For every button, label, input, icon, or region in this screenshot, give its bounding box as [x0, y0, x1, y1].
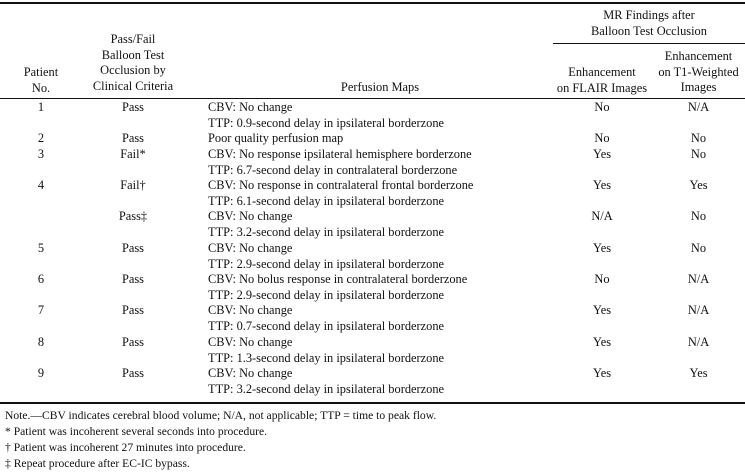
header-patient-line: No. — [31, 80, 51, 95]
cell-t1: N/A — [687, 303, 710, 317]
cell-perfusion-line: CBV: No change — [208, 335, 293, 349]
cell-balloon-result: Pass — [121, 241, 145, 255]
header-balloon-line: Balloon Test — [101, 47, 165, 62]
cell-perfusion-line: TTP: 0.7-second delay in ipsilateral borderzone — [208, 318, 445, 333]
cell-t1: No — [690, 131, 707, 145]
header-t1-line: Images — [680, 80, 717, 94]
cell-perfusion-line: TTP: 2.9-second delay in ipsilateral borderzone — [208, 287, 445, 302]
cell-perfusion-line: TTP: 6.7-second delay in contralateral borderzone — [208, 162, 458, 177]
cell-perfusion-line: TTP: 1.3-second delay in ipsilateral borderzone — [208, 350, 445, 365]
cell-flair: Yes — [592, 303, 612, 317]
cell-flair: N/A — [591, 209, 613, 223]
cell-balloon-result: Pass — [121, 272, 145, 286]
header-balloon-line: Pass/Fail — [110, 32, 156, 46]
cell-perfusion-line: CBV: No change — [208, 303, 293, 317]
cell-balloon-result: Pass — [121, 303, 145, 317]
cell-t1: N/A — [687, 100, 710, 114]
cell-t1: No — [690, 147, 707, 161]
cell-t1: No — [690, 209, 707, 223]
cell-flair: Yes — [592, 241, 612, 255]
cell-perfusion-line: CBV: No response ipsilateral hemisphere borderzone — [208, 147, 472, 161]
cell-patient: 6 — [37, 272, 45, 286]
cell-perfusion-line: TTP: 6.1-second delay in ipsilateral borderzone — [208, 193, 445, 208]
cell-balloon-result: Pass‡ — [118, 209, 148, 223]
cell-balloon-result: Pass — [121, 366, 145, 380]
cell-patient: 2 — [37, 131, 45, 145]
footnote-double-dagger: ‡ Repeat procedure after EC-IC bypass. — [5, 457, 190, 470]
cell-perfusion-line: CBV: No change — [208, 100, 293, 114]
cell-t1: N/A — [687, 335, 710, 349]
cell-patient: 4 — [37, 178, 45, 192]
cell-perfusion-line: CBV: No change — [208, 209, 293, 223]
cell-t1: No — [690, 241, 707, 255]
header-perfusion-maps: Perfusion Maps — [340, 80, 420, 94]
cell-t1: N/A — [687, 272, 710, 286]
cell-patient: 9 — [37, 366, 45, 380]
cell-flair: Yes — [592, 178, 612, 192]
cell-t1: Yes — [689, 366, 708, 380]
cell-flair: No — [594, 100, 610, 114]
cell-perfusion-line: CBV: No change — [208, 241, 293, 255]
cell-patient: 5 — [37, 241, 45, 255]
header-balloon-line: Occlusion by — [100, 63, 166, 77]
footnote-dagger: † Patient was incoherent 27 minutes into procedure. — [5, 441, 246, 454]
footnote-note: Note.—CBV indicates cerebral blood volume; N/A, not applicable; TTP = time to peak flow. — [5, 409, 437, 422]
cell-flair: Yes — [592, 366, 612, 380]
cell-perfusion-line: CBV: No change — [208, 366, 293, 380]
header-balloon-line: Clinical Criteria — [92, 78, 174, 93]
cell-patient: 3 — [37, 147, 45, 161]
header-flair-line: on FLAIR Images — [556, 80, 648, 95]
cell-flair: Yes — [592, 335, 612, 349]
cell-balloon-result: Pass — [121, 131, 145, 145]
cell-patient: 7 — [37, 303, 45, 317]
cell-perfusion-line: Poor quality perfusion map — [208, 131, 344, 145]
cell-balloon-result: Fail* — [120, 147, 146, 161]
cell-perfusion-line: TTP: 3.2-second delay in ipsilateral borderzone — [208, 381, 445, 396]
header-mr-line: Balloon Test Occlusion — [591, 23, 707, 38]
cell-perfusion-line: CBV: No response in contralateral frontal borderzone — [208, 178, 474, 192]
header-mr-line: MR Findings after — [603, 8, 695, 22]
cell-flair: No — [594, 131, 610, 145]
cell-perfusion-line: TTP: 2.9-second delay in ipsilateral borderzone — [208, 256, 445, 271]
cell-perfusion-line: CBV: No bolus response in contralateral borderzone — [208, 272, 468, 286]
cell-patient: 8 — [37, 335, 45, 349]
cell-balloon-result: Pass — [121, 335, 145, 349]
cell-flair: Yes — [592, 147, 612, 161]
cell-patient: 1 — [37, 100, 45, 114]
cell-perfusion-line: TTP: 3.2-second delay in ipsilateral borderzone — [208, 224, 445, 239]
header-t1-line: Enhancement — [664, 49, 733, 63]
cell-balloon-result: Pass — [121, 100, 145, 114]
cell-balloon-result: Fail† — [120, 178, 146, 192]
header-t1-line: on T1-Weighted — [658, 64, 739, 79]
cell-flair: No — [594, 272, 610, 286]
cell-perfusion-line: TTP: 0.9-second delay in ipsilateral borderzone — [208, 115, 445, 130]
cell-t1: Yes — [689, 178, 708, 192]
header-flair-line: Enhancement — [568, 65, 636, 79]
header-patient-line: Patient — [23, 65, 59, 79]
footnote-asterisk: * Patient was incoherent several seconds into procedure. — [5, 425, 268, 438]
